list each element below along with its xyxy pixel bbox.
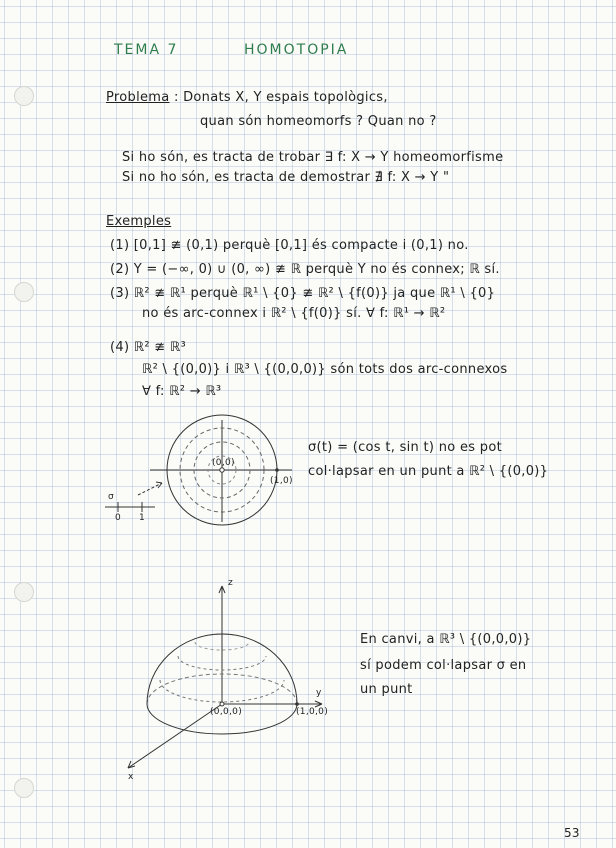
origin-puncture — [220, 702, 224, 706]
topic-label: TEMA 7 — [114, 42, 179, 58]
example-line: ℝ² \ {(0,0)} i ℝ³ \ {(0,0,0)} són tots dos arc-connexos — [142, 362, 508, 377]
x-axis-label: x — [128, 772, 134, 782]
figure2-caption: En canvi, a ℝ³ \ {(0,0,0)} — [360, 632, 532, 647]
example-line: (4) ℝ² ≇ ℝ³ — [110, 340, 187, 355]
example-line: ∀ f: ℝ² → ℝ³ — [142, 384, 222, 399]
problem-text-line2: quan són homeomorfs ? Quan no ? — [200, 114, 437, 129]
bullet-item: Si ho són, es tracta de trobar ∃ f: X → Y homeomorfisme — [122, 150, 504, 165]
point-label: (1,0) — [270, 476, 293, 486]
origin-label: (0,0,0) — [210, 707, 243, 717]
x-axis-line — [128, 704, 222, 768]
page-number: 53 — [564, 826, 580, 840]
bullet-item: Si no ho són, es tracta de demostrar ∄ f: X → Y " — [122, 170, 450, 185]
tick-label: 1 — [139, 513, 146, 523]
figure1-caption: col·lapsar en un punt a ℝ² \ {(0,0)} — [308, 464, 549, 479]
base-point — [295, 702, 299, 706]
sigma-label: σ — [108, 492, 115, 502]
example-line: (2) Y = (−∞, 0) ∪ (0, ∞) ≇ ℝ perquè Y no és connex; ℝ sí. — [110, 262, 500, 277]
example-line: (3) ℝ² ≇ ℝ¹ perquè ℝ¹ \ {0} ≇ ℝ² \ {f(0)} ja que ℝ¹ \ {0} — [110, 286, 496, 301]
figure2-caption: un punt — [360, 682, 413, 697]
problem-label: Problema — [106, 90, 170, 105]
center-label: (0,0) — [212, 458, 235, 468]
point-label: (1,0,0) — [296, 707, 329, 717]
example-line: (1) [0,1] ≇ (0,1) perquè [0,1] és compacte i (0,1) no. — [110, 238, 469, 253]
example-line: no és arc-connex i ℝ² \ {f(0)} sí. ∀ f: ℝ¹ → ℝ² — [142, 306, 446, 321]
y-axis-label: y — [316, 688, 322, 698]
figure2-caption: sí podem col·lapsar σ en — [360, 658, 527, 673]
figure1-caption: σ(t) = (cos t, sin t) no es pot — [308, 440, 502, 455]
problem-text-line1: : Donats X, Y espais topològics, — [174, 90, 388, 105]
examples-heading: Exemples — [106, 214, 172, 229]
page-title: HOMOTOPIA — [244, 42, 349, 58]
z-axis-label: z — [228, 578, 234, 588]
tick-label: 0 — [115, 513, 122, 523]
